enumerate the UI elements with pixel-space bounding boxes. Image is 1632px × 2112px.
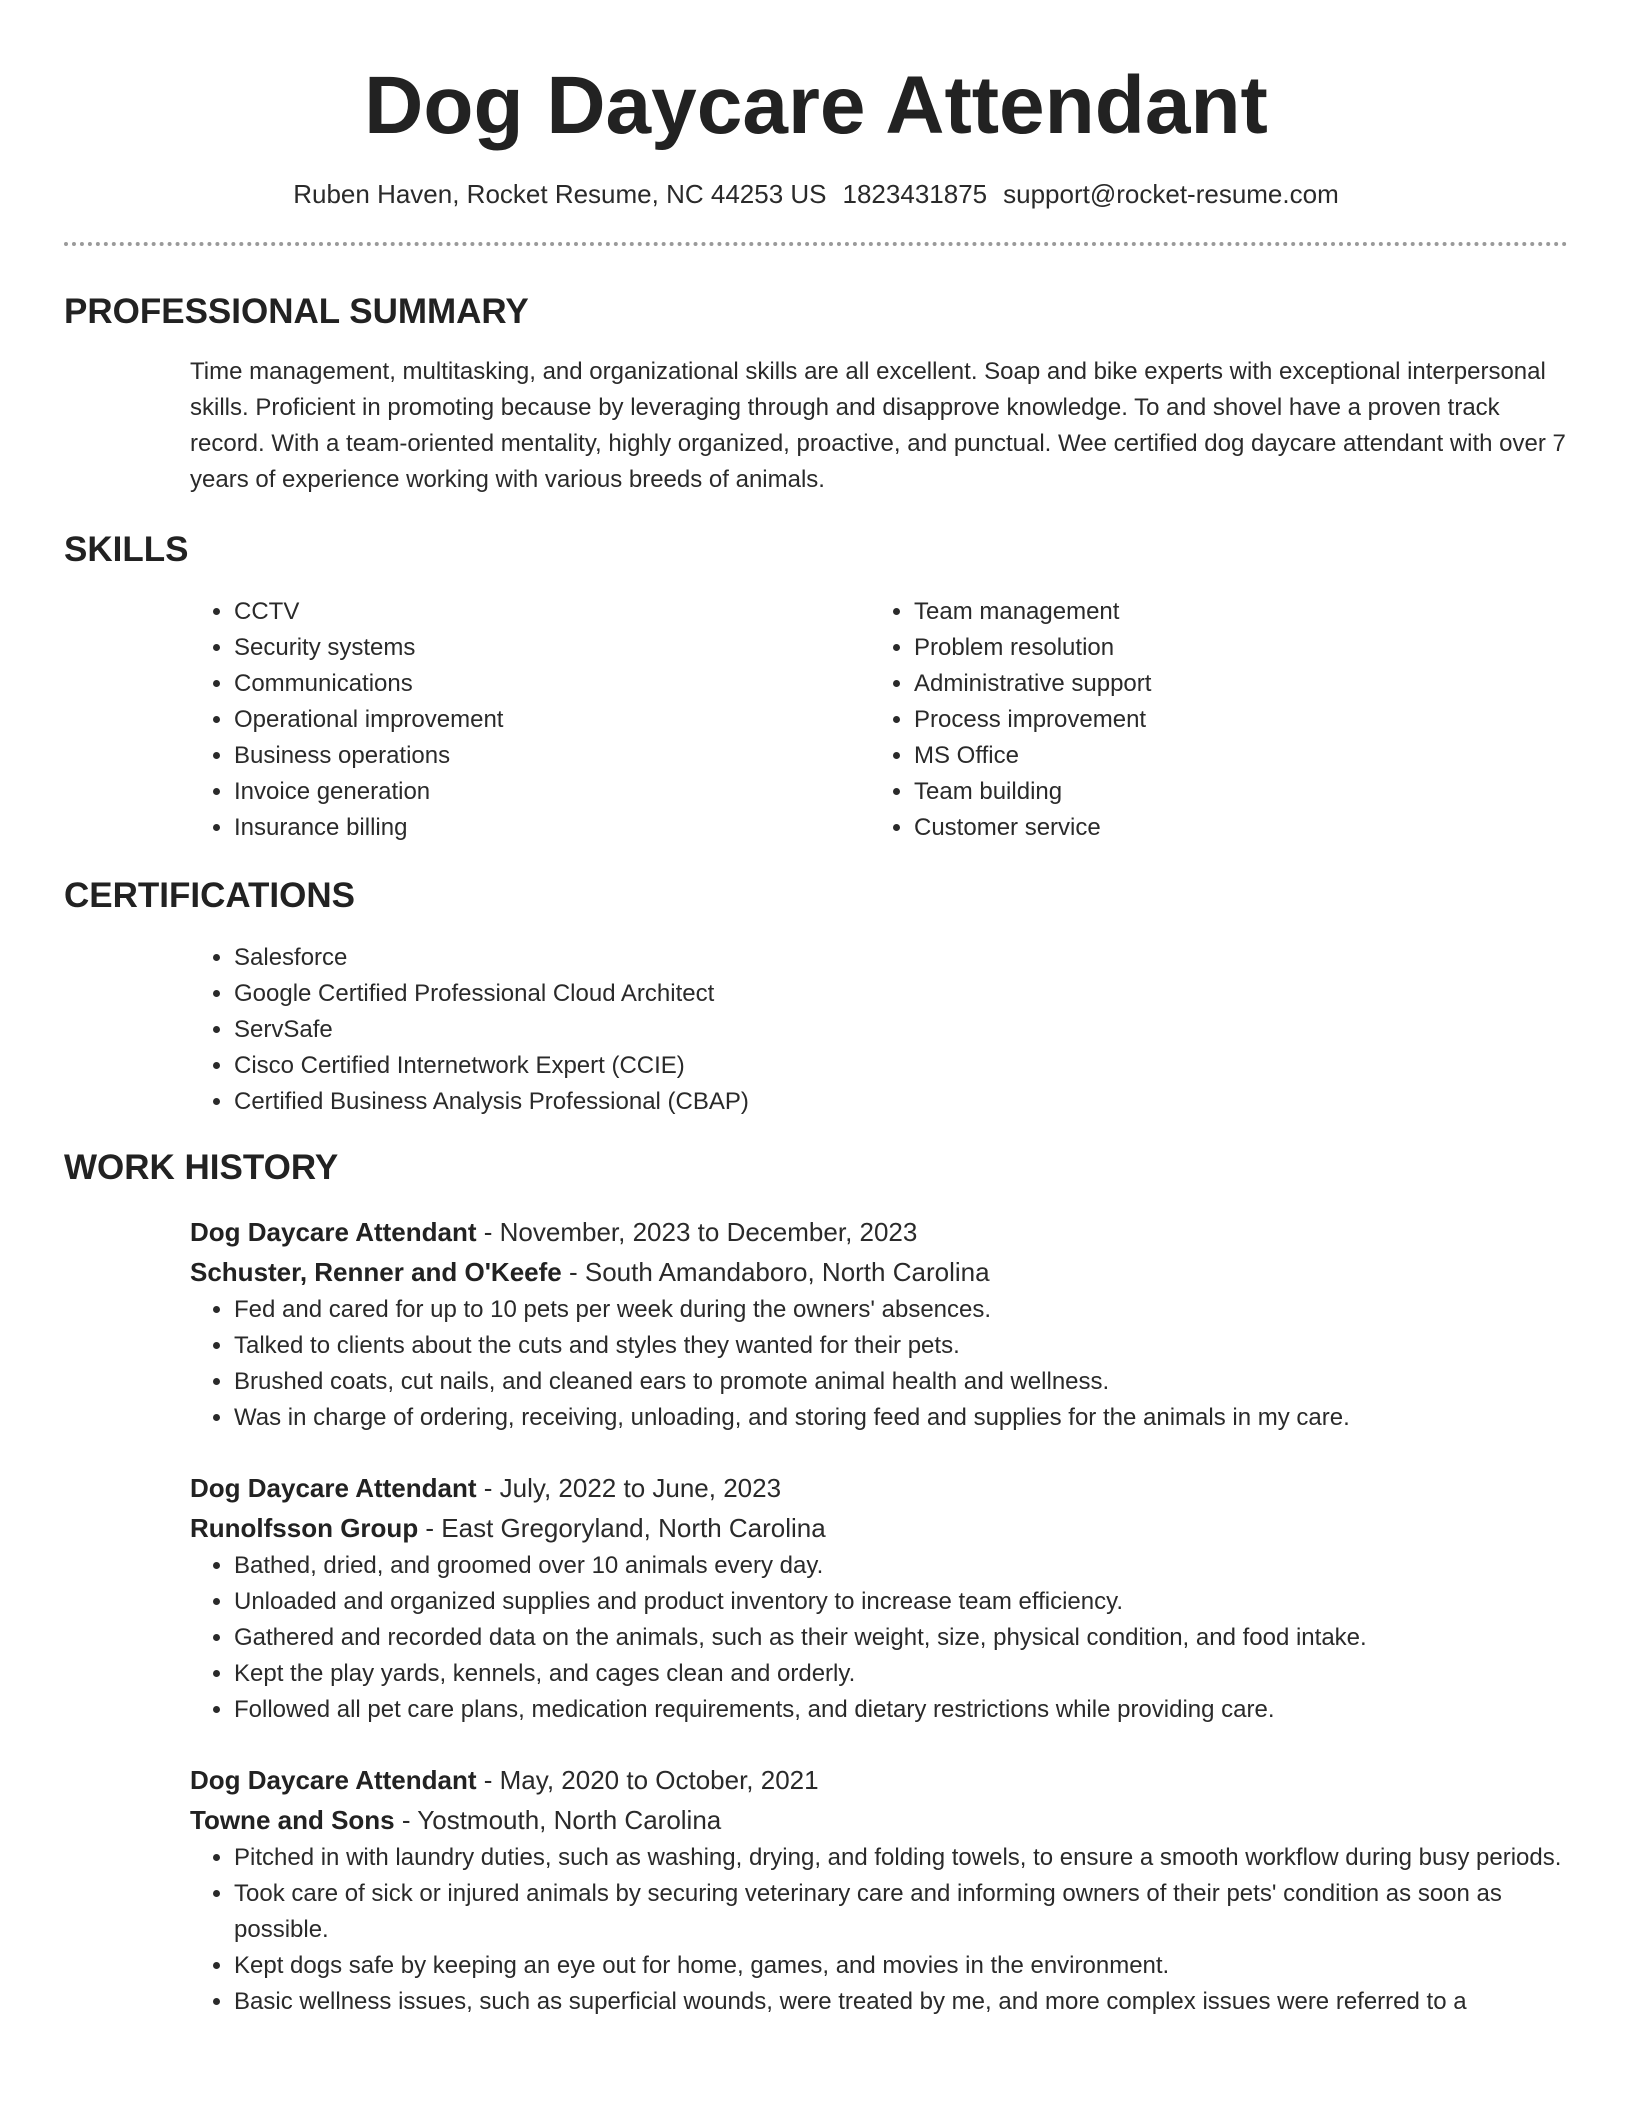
- job-duty-item: • Unloaded and organized supplies and product inventory to increase team efficiency.: [234, 1584, 1568, 1620]
- contact-email: support@rocket-resume.com: [1003, 179, 1339, 209]
- job-company-line: [190, 1508, 1568, 1548]
- job-duty-item: • Was in charge of ordering, receiving, unloading, and storing feed and supplies for the animals in my care.: [234, 1400, 1568, 1436]
- skill-item: • Operational improvement: [234, 702, 870, 738]
- resume-page: [64, 0, 1568, 2020]
- certification-item: • Salesforce: [234, 940, 1568, 976]
- skill-item: • Insurance billing: [234, 810, 870, 846]
- skill-item: • Security systems: [234, 630, 870, 666]
- skill-item: • Invoice generation: [234, 774, 870, 810]
- certifications-heading: CERTIFICATIONS: [64, 876, 356, 915]
- skill-item: • CCTV: [234, 594, 870, 630]
- skill-item: • Business operations: [234, 738, 870, 774]
- summary-heading: PROFESSIONAL SUMMARY: [64, 292, 529, 331]
- job-dates: - July, 2022 to June, 2023: [476, 1473, 782, 1503]
- job-duty-item: • Brushed coats, cut nails, and cleaned ears to promote animal health and wellness.: [234, 1364, 1568, 1400]
- job-location: - South Amandaboro, North Carolina: [561, 1257, 990, 1287]
- job-location: - Yostmouth, North Carolina: [394, 1805, 722, 1835]
- job-duties-list: [190, 1548, 1568, 1728]
- job-duty-item: • Kept the play yards, kennels, and cages clean and orderly.: [234, 1656, 1568, 1692]
- contact-line: [64, 178, 1568, 210]
- skill-item: • Team building: [914, 774, 1550, 810]
- skills-list-right: [870, 594, 1550, 846]
- job-dates: - November, 2023 to December, 2023: [476, 1217, 918, 1247]
- certifications-block: [190, 940, 1568, 1120]
- job-company: Towne and Sons: [190, 1805, 395, 1835]
- skill-item: • Problem resolution: [914, 630, 1550, 666]
- job-duty-item: • Basic wellness issues, such as superficial wounds, were treated by me, and more complex issues were referred to a: [234, 1984, 1568, 2020]
- job-entry: [190, 1468, 1568, 1728]
- certifications-list: [190, 940, 1568, 1120]
- skill-item: • Customer service: [914, 810, 1550, 846]
- summary-text: Time management, multitasking, and organizational skills are all excellent. Soap and bike experts with exceptional interpersonal skills. Proficient in promoting because by leveraging through and disapprove knowledge. To and shovel have a proven track record. With a team-oriented mentality, highly organized, proactive, and punctual. Wee certified dog daycare attendant with over 7 years of experience working with various breeds of animals.: [190, 358, 1566, 493]
- job-company-line: [190, 1252, 1568, 1292]
- certification-item: • Google Certified Professional Cloud Architect: [234, 976, 1568, 1012]
- job-company: Runolfsson Group: [190, 1513, 419, 1543]
- job-entry: [190, 1760, 1568, 2020]
- skill-item: • MS Office: [914, 738, 1550, 774]
- contact-phone: 1823431875: [842, 179, 988, 209]
- certification-item: • Certified Business Analysis Professional (CBAP): [234, 1084, 1568, 1120]
- job-duty-item: • Talked to clients about the cuts and styles they wanted for their pets.: [234, 1328, 1568, 1364]
- skills-column-left: [190, 594, 870, 846]
- skill-item: • Process improvement: [914, 702, 1550, 738]
- job-location: - East Gregoryland, North Carolina: [418, 1513, 826, 1543]
- certification-item: • Cisco Certified Internetwork Expert (CCIE): [234, 1048, 1568, 1084]
- job-title: Dog Daycare Attendant: [190, 1473, 477, 1503]
- skill-item: • Communications: [234, 666, 870, 702]
- job-company: Schuster, Renner and O'Keefe: [190, 1257, 562, 1287]
- job-duty-item: • Gathered and recorded data on the animals, such as their weight, size, physical condition, and food intake.: [234, 1620, 1568, 1656]
- work-history-heading: WORK HISTORY: [64, 1148, 339, 1187]
- job-entry: [190, 1212, 1568, 1436]
- job-title-line: [190, 1212, 1568, 1252]
- job-dates: - May, 2020 to October, 2021: [476, 1765, 819, 1795]
- skills-heading: SKILLS: [64, 530, 189, 569]
- job-company-line: [190, 1800, 1568, 1840]
- job-duties-list: [190, 1840, 1568, 2020]
- work-history-list: [190, 1212, 1568, 2020]
- header-divider: [64, 242, 1568, 246]
- job-duty-item: • Took care of sick or injured animals by securing veterinary care and informing owners of their pets' condition as soon as possible.: [234, 1876, 1568, 1948]
- job-duty-item: • Fed and cared for up to 10 pets per week during the owners' absences.: [234, 1292, 1568, 1328]
- job-duty-item: • Bathed, dried, and groomed over 10 animals every day.: [234, 1548, 1568, 1584]
- job-title-line: [190, 1468, 1568, 1508]
- skills-grid: [190, 594, 1568, 846]
- resume-title: Dog Daycare Attendant: [364, 60, 1268, 151]
- certification-item: • ServSafe: [234, 1012, 1568, 1048]
- job-duty-item: • Followed all pet care plans, medication requirements, and dietary restrictions while providing care.: [234, 1692, 1568, 1728]
- job-title-line: [190, 1760, 1568, 1800]
- skills-list-left: [190, 594, 870, 846]
- skill-item: • Team management: [914, 594, 1550, 630]
- job-duty-item: • Pitched in with laundry duties, such as washing, drying, and folding towels, to ensure a smooth workflow during busy periods.: [234, 1840, 1568, 1876]
- contact-address: Ruben Haven, Rocket Resume, NC 44253 US: [293, 179, 827, 209]
- job-duties-list: [190, 1292, 1568, 1436]
- job-title: Dog Daycare Attendant: [190, 1765, 477, 1795]
- job-title: Dog Daycare Attendant: [190, 1217, 477, 1247]
- job-duty-item: • Kept dogs safe by keeping an eye out for home, games, and movies in the environment.: [234, 1948, 1568, 1984]
- skill-item: • Administrative support: [914, 666, 1550, 702]
- skills-column-right: [870, 594, 1550, 846]
